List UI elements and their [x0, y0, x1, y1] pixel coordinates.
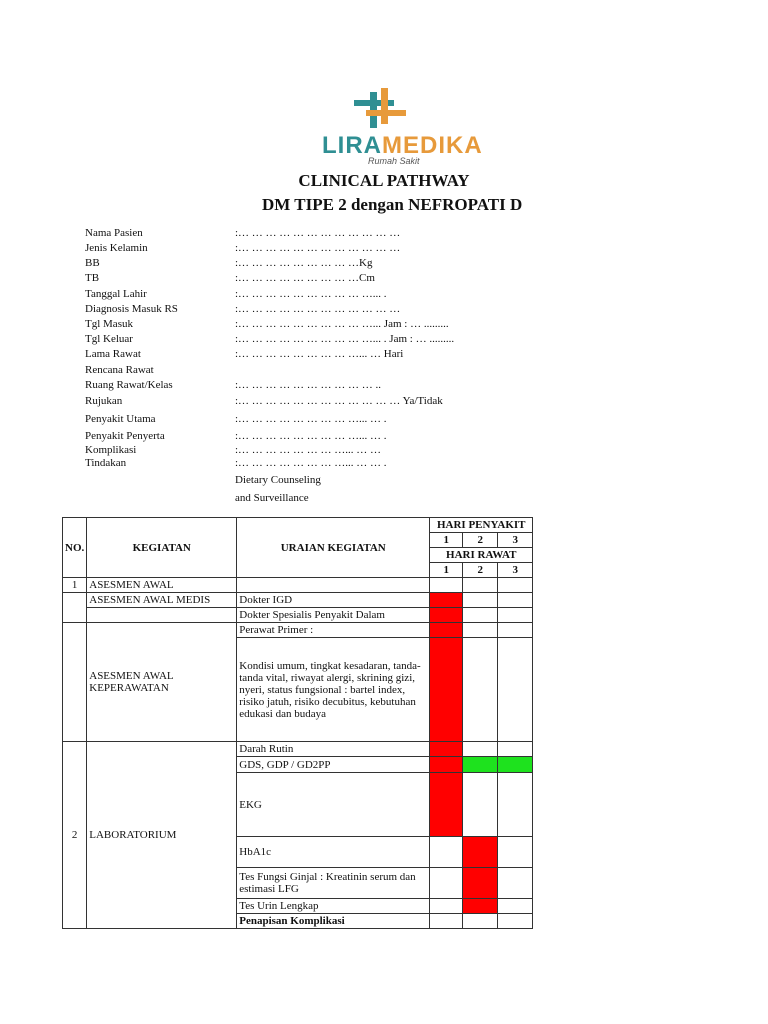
day-cell — [430, 578, 463, 593]
day-cell — [463, 578, 498, 593]
uraian-cell: Darah Rutin — [237, 742, 430, 757]
uraian-cell: Dokter IGD — [237, 593, 430, 608]
uraian-cell: GDS, GDP / GD2PP — [237, 757, 430, 773]
page-subtitle: DM TIPE 2 dengan NEFROPATI D — [262, 195, 523, 214]
field-label: Tindakan — [85, 457, 127, 469]
field-value: :… … … … … … … … …... … . — [235, 430, 387, 442]
field-label: Tgl Masuk — [85, 318, 133, 330]
logo-wordmark: LIRAMEDIKA — [322, 132, 483, 159]
field-label: Ruang Rawat/Kelas — [85, 379, 173, 391]
day-cell — [498, 638, 533, 742]
day-cell — [430, 914, 463, 929]
day-cell-red — [430, 757, 463, 773]
uraian-cell: Tes Fungsi Ginjal : Kreatinin serum dan estimasi LFG — [237, 868, 430, 899]
header-hari-rawat: HARI RAWAT — [430, 548, 533, 563]
row-number: 1 — [63, 578, 87, 593]
field-label: Komplikasi — [85, 444, 137, 456]
header-no: NO. — [63, 518, 87, 578]
day-cell — [463, 638, 498, 742]
field-label: Rujukan — [85, 395, 123, 407]
field-label: BB — [85, 257, 100, 269]
field-value: :… … … … … … … … … … … … Ya/Tidak — [235, 395, 443, 407]
uraian-cell — [237, 578, 430, 593]
field-value: :… … … … … … … … … …... Jam : … ......... — [235, 318, 449, 330]
day-cell — [498, 899, 533, 914]
field-label: Diagnosis Masuk RS — [85, 303, 178, 315]
day-cell — [498, 914, 533, 929]
field-label: Penyakit Penyerta — [85, 430, 165, 442]
day-cell-red — [430, 773, 463, 837]
field-value: :… … … … … … … … … … … … — [235, 303, 401, 315]
header-kegiatan: KEGIATAN — [87, 518, 237, 578]
day-2: 2 — [463, 533, 498, 548]
day-cell — [498, 578, 533, 593]
day-2: 2 — [463, 563, 498, 578]
field-label: Lama Rawat — [85, 348, 141, 360]
header-hari-penyakit: HARI PENYAKIT — [430, 518, 533, 533]
day-cell-green — [498, 757, 533, 773]
day-1: 1 — [430, 563, 463, 578]
field-label: Nama Pasien — [85, 227, 143, 239]
day-cell — [498, 593, 533, 608]
day-cell — [498, 773, 533, 837]
field-value: :… … … … … … … … … … .. — [235, 379, 382, 391]
uraian-cell: Dokter Spesialis Penyakit Dalam — [237, 608, 430, 623]
day-cell — [463, 608, 498, 623]
day-cell-red — [463, 868, 498, 899]
field-value: :… … … … … … … … …... … . — [235, 413, 387, 425]
day-cell — [463, 593, 498, 608]
day-cell-red — [463, 899, 498, 914]
day-cell — [463, 914, 498, 929]
field-value: :… … … … … … … … …Cm — [235, 272, 375, 284]
row-number — [63, 593, 87, 623]
day-3: 3 — [498, 563, 533, 578]
field-value: :… … … … … … … … … … … … — [235, 227, 401, 239]
uraian-cell: Tes Urin Lengkap — [237, 899, 430, 914]
pathway-table — [62, 517, 533, 929]
extra-line: and Surveillance — [235, 492, 309, 504]
day-cell-red — [463, 837, 498, 868]
day-cell — [463, 742, 498, 757]
day-cell — [498, 742, 533, 757]
field-value: :… … … … … … … … … …... . Jam : … ......... — [235, 333, 455, 345]
day-3: 3 — [498, 533, 533, 548]
kegiatan-cell: ASESMEN AWAL KEPERAWATAN — [87, 623, 237, 742]
logo-subtitle: Rumah Sakit — [368, 156, 420, 166]
field-value: :… … … … … … … …... … … . — [235, 457, 387, 469]
row-number — [63, 623, 87, 742]
field-label: Tanggal Lahir — [85, 288, 147, 300]
field-label: Penyakit Utama — [85, 413, 156, 425]
day-cell-red — [430, 742, 463, 757]
day-cell-red — [430, 608, 463, 623]
uraian-cell: Kondisi umum, tingkat kesadaran, tanda-tanda vital, riwayat alergi, skrining gizi, nyeri, status fungsional : bartel index, risiko jatuh, risiko decubitus, kebutuhan edukasi dan budaya — [237, 638, 430, 742]
field-label: Tgl Keluar — [85, 333, 133, 345]
day-cell — [498, 837, 533, 868]
field-value: :… … … … … … … …... … … — [235, 444, 382, 456]
kegiatan-cell: ASESMEN AWAL — [87, 578, 237, 593]
day-cell-red — [430, 623, 463, 638]
page-title: CLINICAL PATHWAY — [298, 171, 470, 190]
day-cell — [498, 608, 533, 623]
kegiatan-cell: ASESMEN AWAL MEDIS — [87, 593, 237, 608]
header-uraian: URAIAN KEGIATAN — [237, 518, 430, 578]
field-value: :… … … … … … … … …Kg — [235, 257, 373, 269]
day-cell — [498, 623, 533, 638]
field-label: TB — [85, 272, 100, 284]
field-value: :… … … … … … … … …... … Hari — [235, 348, 404, 360]
extra-line: Dietary Counseling — [235, 474, 321, 486]
field-label: Jenis Kelamin — [85, 242, 148, 254]
day-cell — [430, 868, 463, 899]
kegiatan-cell — [87, 608, 237, 623]
day-1: 1 — [430, 533, 463, 548]
day-cell — [498, 868, 533, 899]
field-value: :… … … … … … … … … …... . — [235, 288, 387, 300]
day-cell-red — [430, 638, 463, 742]
field-label: Rencana Rawat — [85, 364, 154, 376]
field-value: :… … … … … … … … … … … … — [235, 242, 401, 254]
uraian-cell: EKG — [237, 773, 430, 837]
day-cell — [430, 837, 463, 868]
uraian-cell: Perawat Primer : — [237, 623, 430, 638]
day-cell — [463, 623, 498, 638]
uraian-cell: Penapisan Komplikasi — [237, 914, 430, 929]
row-number: 2 — [63, 742, 87, 929]
uraian-cell: HbA1c — [237, 837, 430, 868]
day-cell — [430, 899, 463, 914]
day-cell — [463, 773, 498, 837]
kegiatan-cell: LABORATORIUM — [87, 742, 237, 929]
day-cell-green — [463, 757, 498, 773]
day-cell-red — [430, 593, 463, 608]
